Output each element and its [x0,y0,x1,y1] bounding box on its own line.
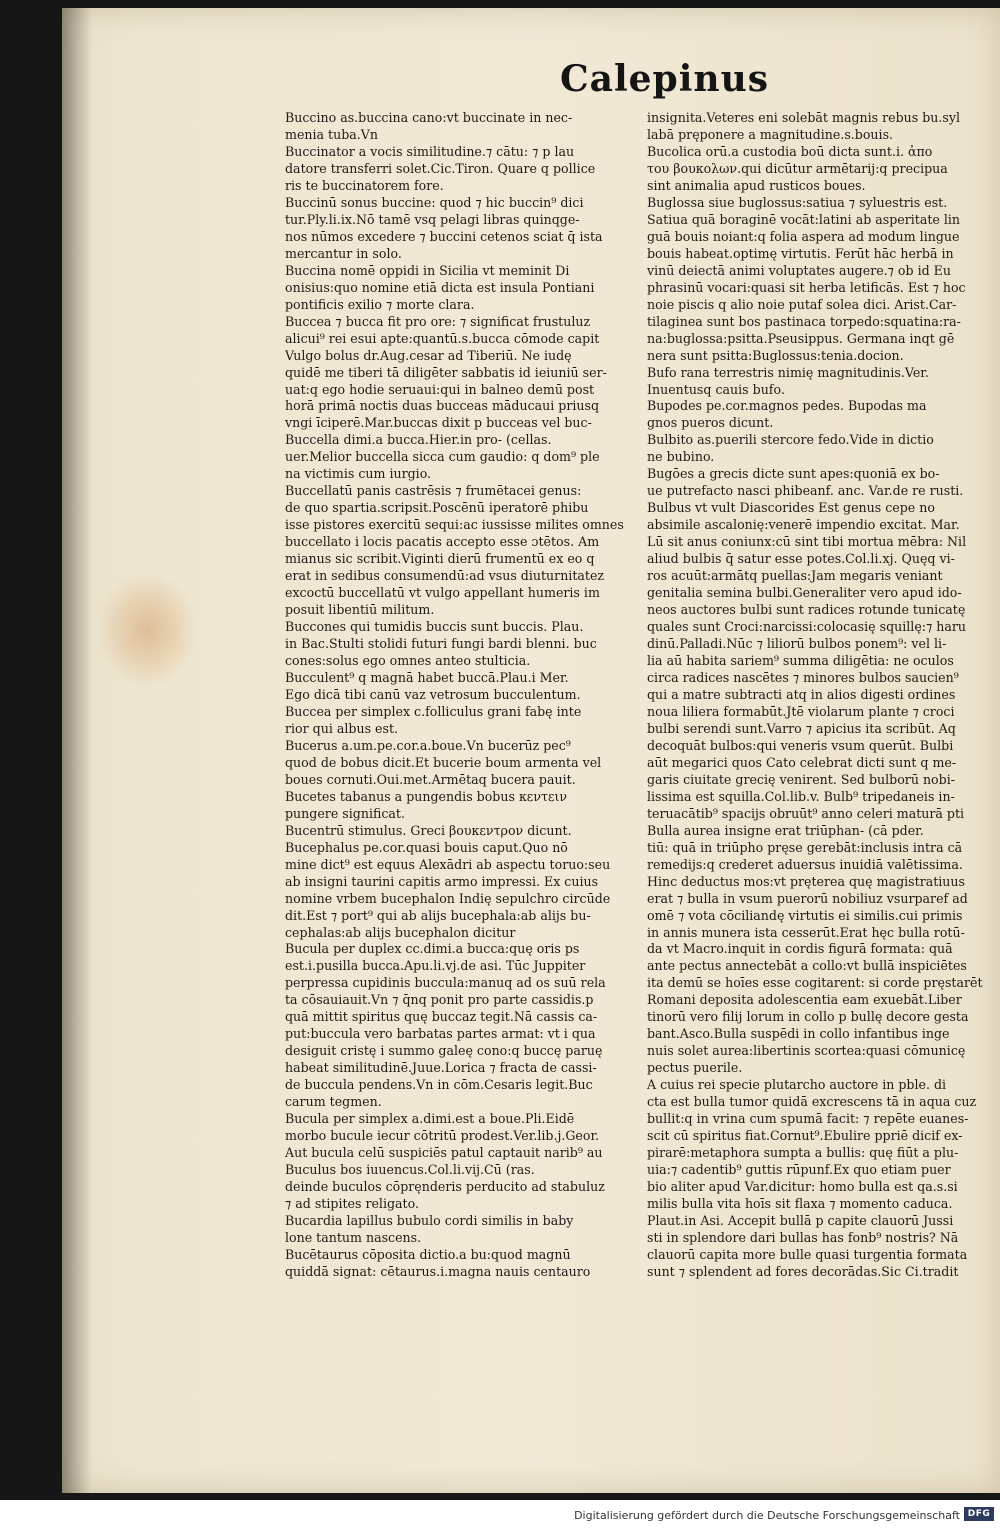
gutter-shadow [62,8,92,1493]
text-line: Bulbito as.puerili stercore fedo.Vide in dictio [647,432,934,448]
text-line: habeat similitudinē.Juue.Lorica ⁊ fracta de cassi- [285,1060,597,1076]
text-line: erat ⁊ bulla in vsum puerorū nobiliuz vsurparef ad [647,890,968,906]
text-line: da vt Macro.inquit in cordis figurā formata: quā [647,941,953,957]
text-line: nomine vrbem bucephalon Indię sepulchro circūde [285,890,611,906]
text-line: carum tegmen. [285,1094,382,1110]
text-line: bouis habeat.optimę virtutis. Ferūt hāc herbā in [647,245,954,261]
text-line: aūt megarici quos Cato celebrat dicti sunt q me- [647,754,957,770]
text-line: est.i.pusilla bucca.Apu.li.vj.de asi. Tūc Juppiter [285,958,586,974]
text-line: Bucula per duplex cc.dimi.a bucca:quę oris ps [285,941,580,957]
text-line: bullit:q in vrina cum spumā facit: ⁊ repēte euanes- [647,1111,969,1127]
text-line: in annis munera ista cesserūt.Erat hęc bulla rotū- [647,924,965,940]
text-line: tinorū vero filij lorum in collo p bullę decore gesta [647,1009,969,1025]
text-line: datore transferri solet.Cic.Tiron. Quare q pollice [285,160,596,176]
text-line: teruacātib⁹ spacijs obruūt⁹ anno celeri maturā pti [647,805,965,821]
text-line: bant.Asco.Bulla suspēdi in collo infantibus inge [647,1026,950,1042]
text-line: quod de bobus dicit.Et bucerie boum armenta vel [285,754,602,770]
text-line: Bucardia lapillus bubulo cordi similis in baby [285,1212,574,1228]
text-line: buccellato i locis pacatis accepto esse ɔtētos. Am [285,534,600,550]
text-line: rior qui albus est. [285,720,399,736]
text-line: quidē me tiberi tā diligēter sabbatis id ieiuniū ser- [285,364,607,380]
text-line: Buccina nomē oppidi in Sicilia vt meminit Di [285,262,570,278]
text-line: uia:⁊ cadentib⁹ guttis rūpunf.Ex quo etiam puer [647,1162,951,1178]
text-line: garis ciuitate grecię venirent. Sed bulborū nobi- [647,771,955,787]
text-line: cta est bulla tumor quidā excrescens tā in aqua cuz [647,1094,977,1110]
text-line: desiguit cristę i summo galeę cono:q buccę paruę [285,1043,603,1059]
text-line: put:buccula vero barbatas partes armat: vt i qua [285,1026,596,1042]
text-line: scit cū spiritus fiat.Cornut⁹.Ebulire ppriē dicif ex- [647,1128,963,1144]
text-line: Buccea ⁊ bucca fit pro ore: ⁊ significat frustuluz [285,313,591,329]
text-line: onisius:quo nomine etiā dicta est insula Pontiani [285,279,595,295]
text-line: vngi īciperē.Mar.buccas dixit p bucceas vel buc- [285,415,592,431]
text-line: pungere significat. [285,805,405,821]
text-line: boues cornuti.Oui.met.Armētaq bucera pauit. [285,771,576,787]
text-line: perpressa cupidinis buccula:manuq ad os suū rela [285,975,606,991]
text-line: nos nūmos excedere ⁊ buccini cetenos sciat q̄ ista [285,228,603,244]
text-line: alicui⁹ rei esui apte:quantū.s.bucca cōmode capit [285,330,600,346]
text-line: ante pectus annectebāt a collo:vt bullā inspiciētes [647,958,967,974]
text-line: qui a matre subtracti atq in alios digesti ordines [647,686,956,702]
dfg-logo: DFG [964,1507,994,1521]
text-line: nera sunt psitta:Buglossus:tenia.docion. [647,347,904,363]
text-line: de quo spartia.scripsit.Poscēnū iperatorē phibu [285,500,589,516]
text-line: cephalas:ab alijs bucephalon dicitur [285,924,516,940]
text-line: quā mittit spiritus quę buccaz tegit.Nā cassis ca- [285,1009,598,1025]
text-line: guā bouis noiant:q folia aspera ad modum lingue [647,228,960,244]
text-line: Buccella dimi.a bucca.Hier.in pro- (cellas. [285,432,552,448]
text-line: ita demū se hoīes esse cogitarent: si corde pręstarēt [647,975,983,991]
text-line: lone tantum nascens. [285,1229,422,1245]
text-line: sunt ⁊ splendent ad fores decorādas.Sic Ci.tradit [647,1263,959,1279]
text-line: vinū deiectā animi voluptates augere.⁊ ob id Eu [647,262,951,278]
text-line: milis bulla vita hoīs sit flaxa ⁊ momento caduca. [647,1196,953,1211]
text-line: Bucentrū stimulus. Greci βουκεντρον dicunt. [285,822,572,838]
text-line: Plaut.in Asi. Accepit bullā p capite clauorū Jussi [647,1212,954,1228]
text-line: cones:solus ego omnes anteo stulticia. [285,653,531,668]
text-line: menia tuba.Vn [285,126,378,142]
text-line: tiū: quā in triūpho pręse gerebāt:inclusis intra cā [647,839,963,855]
text-line: Bucula per simplex a.dimi.est a boue.Pli.Eidē [285,1111,575,1127]
text-line: bio aliter apud Var.dicitur: homo bulla est qa.s.si [647,1179,958,1195]
text-line: phrasinū vocari:quasi sit herba letificās. Est ⁊ hoc [647,279,966,295]
text-line: ris te buccinatorem fore. [285,177,444,193]
text-line: pirarē:metaphora sumpta a bullis: quę fiūt a plu- [647,1145,959,1161]
text-line: quiddā signat: cētaurus.i.magna nauis centauro [285,1263,591,1279]
text-line: horā primā noctis duas bucceas māducaui priusq [285,398,600,414]
text-line: dit.Est ⁊ port⁹ qui ab alijs bucephala:ab alijs bu- [285,907,591,923]
footer-bar [0,1500,1000,1531]
text-line: uat:q ego hodie seruaui:qui in balneo demū post [285,381,595,397]
text-line: morbo bucule iecur cōtritū prodest.Ver.lib.j.Geor. [285,1128,600,1144]
text-line: absimile ascalonię:venerē impendio excitat. Mar. [647,517,960,533]
text-line: lissima est squilla.Col.lib.v. Bulb⁹ tripedaneis in- [647,788,955,804]
text-line: Hinc deductus mos:vt pręterea quę magistratiuus [647,873,965,889]
text-line: na:buglossa:psitta.Pseusippus. Germana inqt gē [647,330,955,346]
text-line: de buccula pendens.Vn in cōm.Cesaris legit.Buc [285,1077,593,1093]
text-line: Inuentusq cauis bufo. [647,381,785,397]
text-line: omē ⁊ vota cōciliandę virtutis ei similis.cui primis [647,907,963,923]
text-line: Buccones qui tumidis buccis sunt buccis. Plau. [285,619,584,635]
text-line: Bulbus vt vult Diascorides Est genus cepe no [647,500,935,516]
text-line: na victimis cum iurgio. [285,466,432,482]
text-line: ros acuūt:armātq puellas:Jam megaris veniant [647,568,943,584]
text-line: posuit libentiū militum. [285,602,435,618]
text-line: Bucolica orū.a custodia boū dicta sunt.i. ἀπο [647,143,933,159]
running-head: Calepinus [560,58,770,100]
text-line: bulbi serendi sunt.Varro ⁊ apicius ita scribūt. Aq [647,720,956,736]
text-line: Bucephalus pe.cor.quasi bouis caput.Quo nō [285,839,568,855]
text-line: Bucetes tabanus a pungendis bobus κεντειν [285,788,568,804]
text-line: Buccino as.buccina cano:vt buccinate in nec- [285,110,573,125]
text-line: quales sunt Croci:narcissi:colocasię squillę:⁊ haru [647,619,967,635]
text-line: Bupodes pe.cor.magnos pedes. Bupodas ma [647,398,927,414]
text-line: Buccinū sonus buccine: quod ⁊ hic buccin⁹ dici [285,194,584,210]
text-line: Romani deposita adolescentia eam exuebāt.Liber [647,992,962,1008]
text-line: aliud bulbis q̄ satur esse potes.Col.li.xj. Quęq vi- [647,551,955,567]
text-line: Buglossa siue buglossus:satiua ⁊ syluestris est. [647,194,948,210]
left-text-column [285,110,630,1281]
text-line: ab insigni taurini capitis armo impressi. Ex cuius [285,873,599,889]
text-line: genitalia semina bulbi.Generaliter vero apud ido- [647,585,962,601]
text-line: dinū.Palladi.Nūc ⁊ liliorū bulbos ponem⁹: vel li- [647,636,947,652]
text-line: tilaginea sunt bos pastinaca torpedo:squatina:ra- [647,313,961,329]
text-line: Buculus bos iuuencus.Col.li.vij.Cū (ras. [285,1162,535,1178]
text-line: noua liliera formabūt.Jtē violarum plante ⁊ croci [647,703,955,719]
text-line: excoctū buccellatū vt vulgo appellant humeris im [285,585,600,601]
text-line: mianus sic scribit.Viginti dierū frumentū ex eo q [285,551,595,567]
text-line: Bufo rana terrestris nimię magnitudinis.Ver. [647,364,929,380]
text-line: remedijs:q crederet aduersus inuidiā valētissima. [647,856,963,872]
text-line: gnos pueros dicunt. [647,415,774,431]
text-line: Bugōes a grecis dicte sunt apes:quoniā ex bo- [647,466,940,482]
paper-stain [100,575,195,685]
text-line: A cuius rei specie plutarcho auctore in pble. di [647,1077,947,1093]
text-line: ta cōsauiauit.Vn ⁊ q̄nq ponit pro parte cassidis.p [285,992,594,1008]
text-line: Bucculent⁹ q magnā habet buccā.Plau.i Mer. [285,669,569,685]
text-line: lia aū habita sariem⁹ summa diligētia: ne oculos [647,653,954,668]
text-line: Lū sit anus coniunx:cū sint tibi mortua mēbra: Nil [647,534,967,550]
text-line: Ego dicā tibi canū vaz vetrosum bucculentum. [285,686,581,702]
text-line: ne bubino. [647,449,715,465]
text-line: ue putrefacto nasci phibeanf. anc. Var.de re rusti. [647,483,964,499]
text-line: Bucerus a.um.pe.cor.a.boue.Vn bucerūz pec⁹ [285,737,571,753]
text-line: pontificis exilio ⁊ morte clara. [285,296,475,312]
text-line: labā pręponere a magnitudine.s.bouis. [647,126,894,142]
text-line: Bucētaurus cōposita dictio.a bu:quod magnū [285,1246,571,1262]
text-line: tur.Ply.li.ix.Nō tamē vsq pelagi libras quinqge- [285,211,580,227]
text-line: Buccinator a vocis similitudine.⁊ cātu: ⁊ p lau [285,143,575,159]
text-line: mercantur in solo. [285,245,402,261]
text-line: isse pistores exercitū sequi:ac iussisse milites omnes [285,517,624,533]
text-line: ⁊ ad stipites religato. [285,1196,419,1211]
text-line: erat in sedibus consumendū:ad vsus diuturnitatez [285,568,605,584]
text-line: Buccellatū panis castrēsis ⁊ frumētacei genus: [285,483,582,499]
text-line: Satiua quā boraginē vocāt:latini ab asperitate lin [647,211,961,227]
text-line: του βουκολων.qui dicūtur armētarij:q precipua [647,160,948,176]
text-line: neos auctores bulbi sunt radices rotunde tunicatę [647,602,966,618]
text-line: insignita.Veteres eni solebāt magnis rebus bu.syl [647,110,961,125]
text-line: noie piscis q alio noie putaf solea dici. Arist.Car- [647,296,957,312]
text-line: Vulgo bolus dr.Aug.cesar ad Tiberiū. Ne iudę [285,347,572,363]
text-line: sti in splendore dari bullas has fonb⁹ nostris? Nā [647,1229,959,1245]
text-line: Bulla aurea insigne erat triūphan- (cā pder. [647,822,924,838]
text-line: in Bac.Stulti stolidi futuri fungi bardi blenni. buc [285,636,597,652]
text-line: pectus puerile. [647,1060,743,1076]
text-line: uer.Melior buccella sicca cum gaudio: q dom⁹ ple [285,449,600,465]
text-line: decoquāt bulbos:qui veneris vsum querūt. Bulbi [647,737,954,753]
text-line: mine dict⁹ est equus Alexādri ab aspectu toruo:seu [285,856,611,872]
text-line: nuis solet aurea:libertinis scortea:quasi cōmunicę [647,1043,966,1059]
right-text-column [647,110,992,1281]
funding-credit: Digitalisierung gefördert durch die Deutsche Forschungsgemeinschaft [574,1509,960,1522]
text-line: sint animalia apud rusticos boues. [647,177,866,193]
text-line: Buccea per simplex c.folliculus grani fabę inte [285,703,582,719]
text-line: deinde buculos cōpręnderis perducito ad stabuluz [285,1179,605,1195]
text-line: Aut bucula celū suspiciēs patul captauit narib⁹ au [285,1145,603,1161]
text-line: clauorū capita more bulle quasi turgentia formata [647,1246,968,1262]
text-line: circa radices nascētes ⁊ minores bulbos saucien⁹ [647,669,959,685]
